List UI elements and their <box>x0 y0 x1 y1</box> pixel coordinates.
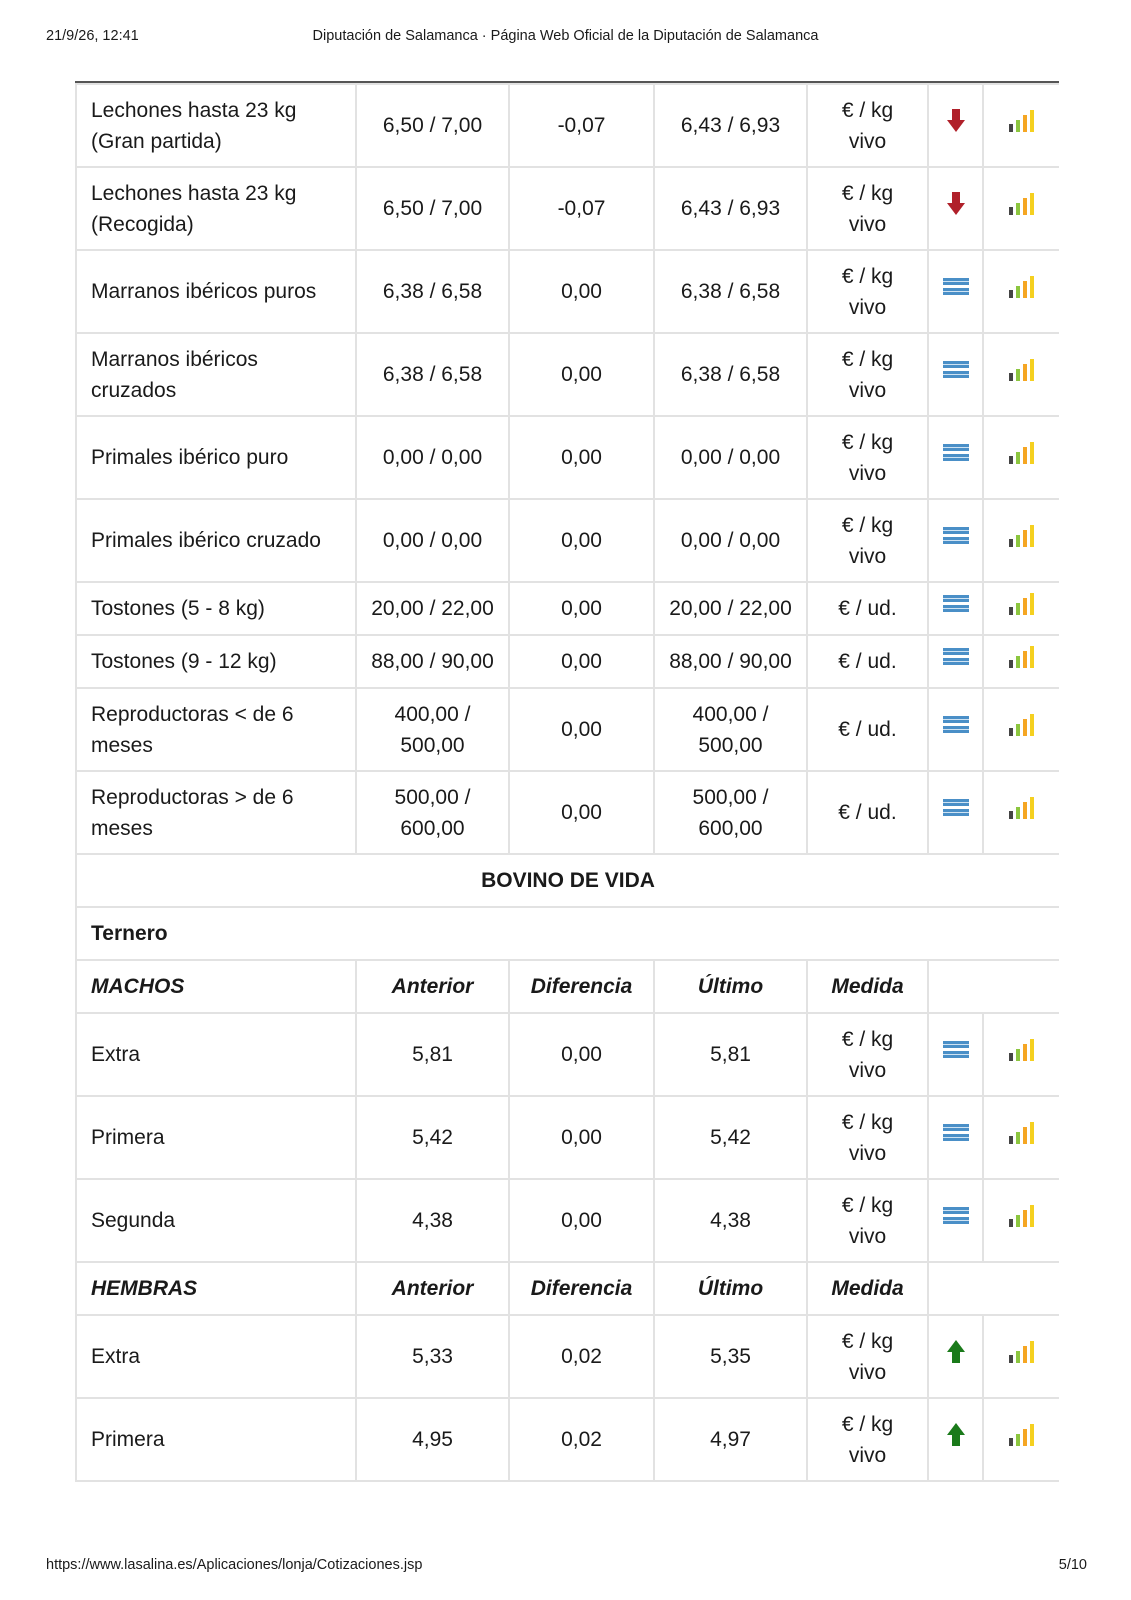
price-ultimo: 6,38 / 6,58 <box>654 333 807 416</box>
table-row <box>76 635 1059 688</box>
product-name: Reproductoras > de 6 meses <box>76 771 356 854</box>
table-row <box>76 333 1059 416</box>
group-title: Ternero <box>76 907 1059 960</box>
table-row <box>76 582 1059 635</box>
price-diferencia: 0,00 <box>509 250 654 333</box>
history-chart-cell <box>983 1398 1059 1481</box>
section-title: BOVINO DE VIDA <box>76 854 1059 907</box>
product-name: Tostones (5 - 8 kg) <box>76 582 356 635</box>
price-medida: € / kg vivo <box>807 84 928 167</box>
product-name: Lechones hasta 23 kg (Recogida) <box>76 167 356 250</box>
price-anterior: 20,00 / 22,00 <box>356 582 509 635</box>
history-chart-cell <box>983 1179 1059 1262</box>
print-header <box>0 28 1131 48</box>
price-anterior: 6,50 / 7,00 <box>356 84 509 167</box>
history-chart-cell <box>983 635 1059 688</box>
history-chart-cell <box>983 250 1059 333</box>
column-header-anterior: Anterior <box>356 960 509 1013</box>
trend-cell <box>928 1398 983 1481</box>
trend-cell <box>928 582 983 635</box>
bar-chart-icon[interactable] <box>1008 1423 1036 1456</box>
price-diferencia: -0,07 <box>509 167 654 250</box>
price-anterior: 4,38 <box>356 1179 509 1262</box>
price-ultimo: 20,00 / 22,00 <box>654 582 807 635</box>
bar-chart-icon[interactable] <box>1008 1340 1036 1373</box>
history-chart-cell <box>983 582 1059 635</box>
table-row <box>76 499 1059 582</box>
arrow-up-icon <box>946 1422 966 1457</box>
product-name: Extra <box>76 1315 356 1398</box>
price-anterior: 6,50 / 7,00 <box>356 167 509 250</box>
history-chart-cell <box>983 1013 1059 1096</box>
price-anterior: 6,38 / 6,58 <box>356 250 509 333</box>
bar-chart-icon[interactable] <box>1008 796 1036 829</box>
history-chart-cell <box>983 1315 1059 1398</box>
bar-chart-icon[interactable] <box>1008 645 1036 678</box>
price-ultimo: 5,35 <box>654 1315 807 1398</box>
history-chart-cell <box>983 771 1059 854</box>
product-name: Primera <box>76 1096 356 1179</box>
history-chart-cell <box>983 84 1059 167</box>
equal-icon <box>942 593 970 624</box>
bar-chart-icon[interactable] <box>1008 524 1036 557</box>
trend-cell <box>928 167 983 250</box>
bar-chart-icon[interactable] <box>1008 1204 1036 1237</box>
column-header-ultimo: Último <box>654 960 807 1013</box>
price-ultimo: 6,38 / 6,58 <box>654 250 807 333</box>
table-row <box>76 84 1059 167</box>
bar-chart-icon[interactable] <box>1008 592 1036 625</box>
price-diferencia: 0,02 <box>509 1398 654 1481</box>
column-header-row <box>76 1262 1059 1315</box>
product-name: Segunda <box>76 1179 356 1262</box>
trend-cell <box>928 84 983 167</box>
price-diferencia: 0,00 <box>509 416 654 499</box>
price-ultimo: 4,38 <box>654 1179 807 1262</box>
table-row <box>76 1096 1059 1179</box>
product-name: Lechones hasta 23 kg (Gran partida) <box>76 84 356 167</box>
price-ultimo: 0,00 / 0,00 <box>654 499 807 582</box>
column-header-medida: Medida <box>807 1262 928 1315</box>
product-name: Tostones (9 - 12 kg) <box>76 635 356 688</box>
history-chart-cell <box>983 688 1059 771</box>
print-url: https://www.lasalina.es/Aplicaciones/lonja/Cotizaciones.jsp <box>46 1557 423 1573</box>
equal-icon <box>942 797 970 828</box>
table-row <box>76 1179 1059 1262</box>
equal-icon <box>942 1039 970 1070</box>
trend-cell <box>928 499 983 582</box>
trend-cell <box>928 1013 983 1096</box>
column-header-diferencia: Diferencia <box>509 1262 654 1315</box>
price-diferencia: 0,00 <box>509 688 654 771</box>
product-name: Extra <box>76 1013 356 1096</box>
column-header-empty <box>928 1262 1059 1315</box>
price-diferencia: 0,00 <box>509 499 654 582</box>
price-diferencia: 0,00 <box>509 1179 654 1262</box>
trend-cell <box>928 1315 983 1398</box>
price-ultimo: 6,43 / 6,93 <box>654 84 807 167</box>
history-chart-cell <box>983 167 1059 250</box>
equal-icon <box>942 276 970 307</box>
table-row <box>76 771 1059 854</box>
column-header-row <box>76 960 1059 1013</box>
equal-icon <box>942 525 970 556</box>
product-name: Reproductoras < de 6 meses <box>76 688 356 771</box>
product-name: Primales ibérico cruzado <box>76 499 356 582</box>
product-name: Marranos ibéricos cruzados <box>76 333 356 416</box>
trend-cell <box>928 1179 983 1262</box>
equal-icon <box>942 714 970 745</box>
price-medida: € / kg vivo <box>807 167 928 250</box>
group-header-row <box>76 907 1059 960</box>
price-medida: € / kg vivo <box>807 1096 928 1179</box>
bar-chart-icon[interactable] <box>1008 275 1036 308</box>
bar-chart-icon[interactable] <box>1008 1121 1036 1154</box>
trend-cell <box>928 1096 983 1179</box>
price-anterior: 6,38 / 6,58 <box>356 333 509 416</box>
table-row <box>76 1013 1059 1096</box>
price-diferencia: 0,00 <box>509 635 654 688</box>
trend-cell <box>928 635 983 688</box>
equal-icon <box>942 1205 970 1236</box>
trend-cell <box>928 333 983 416</box>
print-page-number: 5/10 <box>1058 1557 1087 1573</box>
subgroup-label: HEMBRAS <box>76 1262 356 1315</box>
price-ultimo: 400,00 / 500,00 <box>654 688 807 771</box>
product-name: Primales ibérico puro <box>76 416 356 499</box>
price-diferencia: 0,00 <box>509 333 654 416</box>
quotes-table-body <box>76 84 1059 1481</box>
trend-cell <box>928 416 983 499</box>
price-diferencia: 0,00 <box>509 771 654 854</box>
price-ultimo: 4,97 <box>654 1398 807 1481</box>
table-row <box>76 1398 1059 1481</box>
history-chart-cell <box>983 499 1059 582</box>
arrow-down-icon <box>946 108 966 143</box>
quotes-table-container <box>75 81 1059 1521</box>
price-diferencia: 0,02 <box>509 1315 654 1398</box>
price-anterior: 5,33 <box>356 1315 509 1398</box>
price-medida: € / ud. <box>807 635 928 688</box>
history-chart-cell <box>983 333 1059 416</box>
price-anterior: 0,00 / 0,00 <box>356 499 509 582</box>
equal-icon <box>942 1122 970 1153</box>
print-datetime: 21/9/26, 12:41 <box>46 28 139 44</box>
price-medida: € / ud. <box>807 582 928 635</box>
price-anterior: 5,42 <box>356 1096 509 1179</box>
price-ultimo: 5,81 <box>654 1013 807 1096</box>
trend-cell <box>928 688 983 771</box>
product-name: Marranos ibéricos puros <box>76 250 356 333</box>
print-page-title: Diputación de Salamanca · Página Web Oficial de la Diputación de Salamanca <box>312 28 819 44</box>
price-medida: € / kg vivo <box>807 1179 928 1262</box>
price-diferencia: -0,07 <box>509 84 654 167</box>
arrow-up-icon <box>946 1339 966 1374</box>
bar-chart-icon[interactable] <box>1008 192 1036 225</box>
price-anterior: 88,00 / 90,00 <box>356 635 509 688</box>
trend-cell <box>928 771 983 854</box>
bar-chart-icon[interactable] <box>1008 1038 1036 1071</box>
price-anterior: 5,81 <box>356 1013 509 1096</box>
price-ultimo: 0,00 / 0,00 <box>654 416 807 499</box>
price-diferencia: 0,00 <box>509 582 654 635</box>
price-anterior: 500,00 / 600,00 <box>356 771 509 854</box>
table-row <box>76 250 1059 333</box>
price-medida: € / ud. <box>807 688 928 771</box>
bar-chart-icon[interactable] <box>1008 109 1036 142</box>
price-medida: € / kg vivo <box>807 1398 928 1481</box>
bar-chart-icon[interactable] <box>1008 713 1036 746</box>
table-row <box>76 1315 1059 1398</box>
section-header-row <box>76 854 1059 907</box>
column-header-empty <box>928 960 1059 1013</box>
bar-chart-icon[interactable] <box>1008 358 1036 391</box>
equal-icon <box>942 646 970 677</box>
history-chart-cell <box>983 416 1059 499</box>
price-medida: € / kg vivo <box>807 333 928 416</box>
price-medida: € / kg vivo <box>807 499 928 582</box>
price-medida: € / kg vivo <box>807 416 928 499</box>
equal-icon <box>942 442 970 473</box>
column-header-ultimo: Último <box>654 1262 807 1315</box>
price-ultimo: 500,00 / 600,00 <box>654 771 807 854</box>
arrow-down-icon <box>946 191 966 226</box>
product-name: Primera <box>76 1398 356 1481</box>
price-anterior: 4,95 <box>356 1398 509 1481</box>
equal-icon <box>942 359 970 390</box>
trend-cell <box>928 250 983 333</box>
price-diferencia: 0,00 <box>509 1013 654 1096</box>
history-chart-cell <box>983 1096 1059 1179</box>
price-medida: € / ud. <box>807 771 928 854</box>
table-row <box>76 167 1059 250</box>
price-ultimo: 88,00 / 90,00 <box>654 635 807 688</box>
price-anterior: 0,00 / 0,00 <box>356 416 509 499</box>
subgroup-label: MACHOS <box>76 960 356 1013</box>
table-row <box>76 416 1059 499</box>
bar-chart-icon[interactable] <box>1008 441 1036 474</box>
price-diferencia: 0,00 <box>509 1096 654 1179</box>
column-header-medida: Medida <box>807 960 928 1013</box>
price-medida: € / kg vivo <box>807 1013 928 1096</box>
price-ultimo: 5,42 <box>654 1096 807 1179</box>
column-header-anterior: Anterior <box>356 1262 509 1315</box>
quotes-table <box>75 83 1059 1482</box>
price-ultimo: 6,43 / 6,93 <box>654 167 807 250</box>
price-medida: € / kg vivo <box>807 250 928 333</box>
table-row <box>76 688 1059 771</box>
price-medida: € / kg vivo <box>807 1315 928 1398</box>
column-header-diferencia: Diferencia <box>509 960 654 1013</box>
price-anterior: 400,00 / 500,00 <box>356 688 509 771</box>
